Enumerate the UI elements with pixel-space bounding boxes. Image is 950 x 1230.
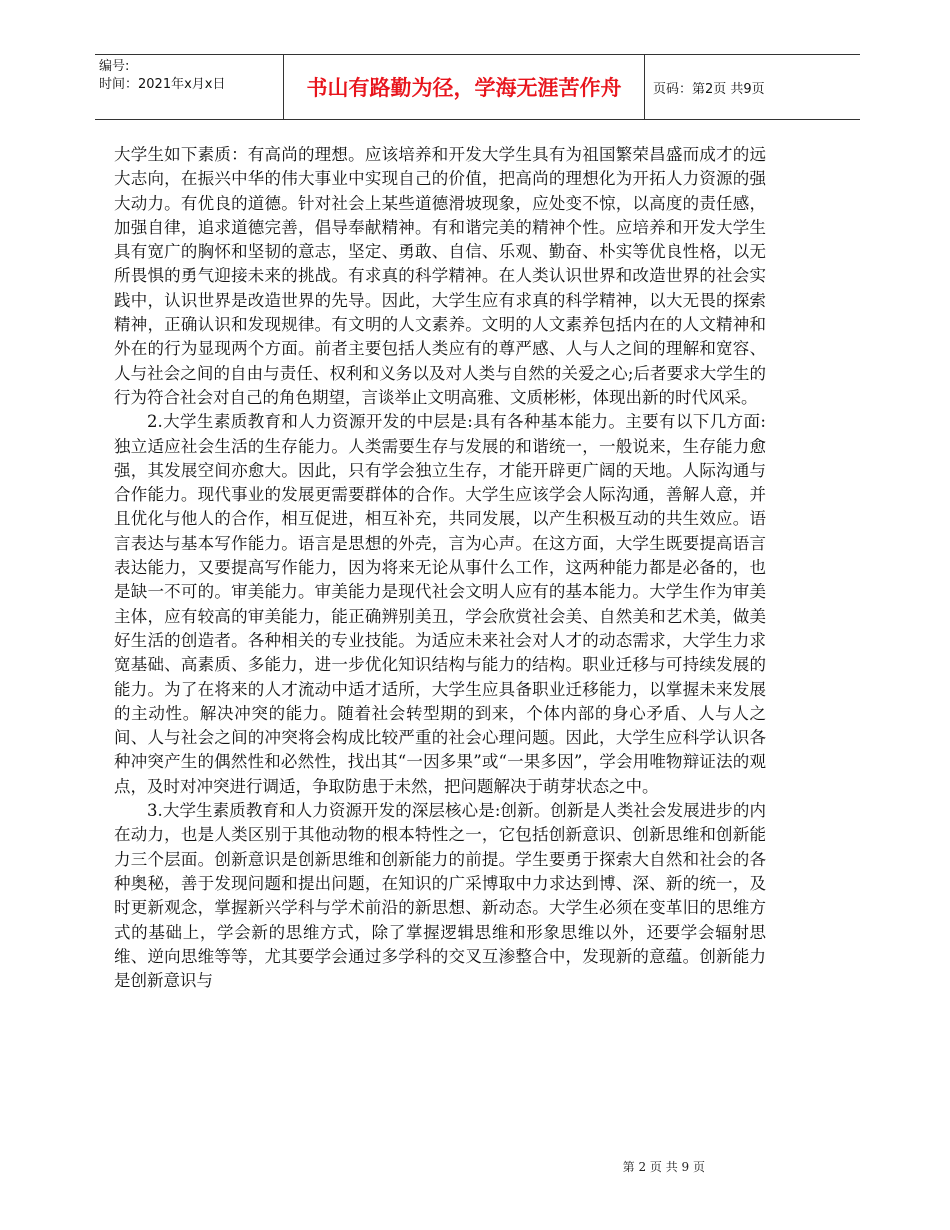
paragraph-middle-layer: 2.大学生素质教育和人力资源开发的中层是:具有各种基本能力。主要有以下几方面:独立适应社会生活的生存能力。人类需要生存与发展的和谐统一，一般说来，生存能力愈强，其发展空间亦愈大。因此，只有学会独立生存，才能开辟更广阔的天地。人际沟通与合作能力。现代事业的发展更需要群体的合作。大学生应该学会人际沟通，善解人意，并且优化与他人的合作，相互促进，相互补充，共同发展，以产生积极互动的共生效应。语言表达与基本写作能力。语言是思想的外壳，言为心声。在这方面，大学生既要提高语言表达能力，又要提高写作能力，因为将来无论从事什么工作，这两种能力都是必备的，也是缺一不可的。审美能力。审美能力是现代社会文明人应有的基本能力。大学生作为审美主体，应有较高的审美能力，能正确辨别美丑，学会欣赏社会美、自然美和艺术美，做美好生活的创造者。各种相关的专业技能。为适应未来社会对人才的动态需求，大学生力求宽基础、高素质、多能力，进一步优化知识结构与能力的结构。职业迁移与可持续发展的能力。为了在将来的人才流动中适才适所，大学生应具备职业迁移能力，以掌握未来发展的主动性。解决冲突的能力。随着社会转型期的到来，个体内部的身心矛盾、人与人之间、人与社会之间的冲突将会构成比较严重的社会心理问题。因此，大学生应科学认识各种冲突产生的偶然性和必然性，找出其“一因多果”或“一果多因”，学会用唯物辩证法的观点，及时对冲突进行调适，争取防患于未然，把问题解决于萌芽状态之中。 — [114, 412, 766, 796]
document-body — [114, 143, 766, 993]
page-header — [95, 54, 860, 120]
paragraph-continued: 大学生如下素质：有高尚的理想。应该培养和开发大学生具有为祖国繁荣昌盛而成才的远大志向，在振兴中华的伟大事业中实现自己的价值，把高尚的理想化为开拓人力资源的强大动力。有优良的道德。针对社会上某些道德滑坡现象，应处变不惊，以高度的责任感，加强自律，追求道德完善，倡导奉献精神。有和谐完美的精神个性。应培养和开发大学生具有宽广的胸怀和坚韧的意志，坚定、勇敢、自信、乐观、勤奋、朴实等优良性格，以无所畏惧的勇气迎接未来的挑战。有求真的科学精神。在人类认识世界和改造世界的社会实践中，认识世界是改造世界的先导。因此，大学生应有求真的科学精神，以大无畏的探索精神，正确认识和发现规律。有文明的人文素养。文明的人文素养包括内在的人文精神和外在的行为显现两个方面。前者主要包括人类应有的尊严感、人与人之间的理解和宽容、人与社会之间的自由与责任、权利和义务以及对人类与自然的关爱之心;后者要求大学生的行为符合社会对自己的角色期望，言谈举止文明高雅、文质彬彬，体现出新的时代风采。 — [114, 145, 766, 407]
header-motto: 书山有路勤为径，学海无涯苦作舟 — [283, 55, 645, 119]
paragraph-core-innovation: 3.大学生素质教育和人力资源开发的深层核心是:创新。创新是人类社会发展进步的内在动力，也是人类区别于其他动物的根本特性之一，它包括创新意识、创新思维和创新能力三个层面。创新意识是创新思维和创新能力的前提。学生要勇于探索大自然和社会的各种奥秘，善于发现问题和提出问题，在知识的广采博取中力求达到博、深、新的统一，及时更新观念，掌握新兴学科与学术前沿的新思想、新动态。大学生必须在变革旧的思维方式的基础上，学会新的思维方式，除了掌握逻辑思维和形象思维以外，还要学会辐射思维、逆向思维等等，尤其要学会通过多学科的交叉互渗整合中，发现新的意蕴。创新能力是创新意识与 — [114, 801, 766, 991]
header-meta — [95, 55, 283, 119]
page-footer: 第 2 页 共 9 页 — [622, 1160, 705, 1174]
header-page-label: 页码：第2页 共9页 — [653, 81, 765, 97]
document-number-label: 编号: — [99, 59, 130, 74]
document-time-label: 时间：2021年x月x日 — [99, 77, 226, 92]
